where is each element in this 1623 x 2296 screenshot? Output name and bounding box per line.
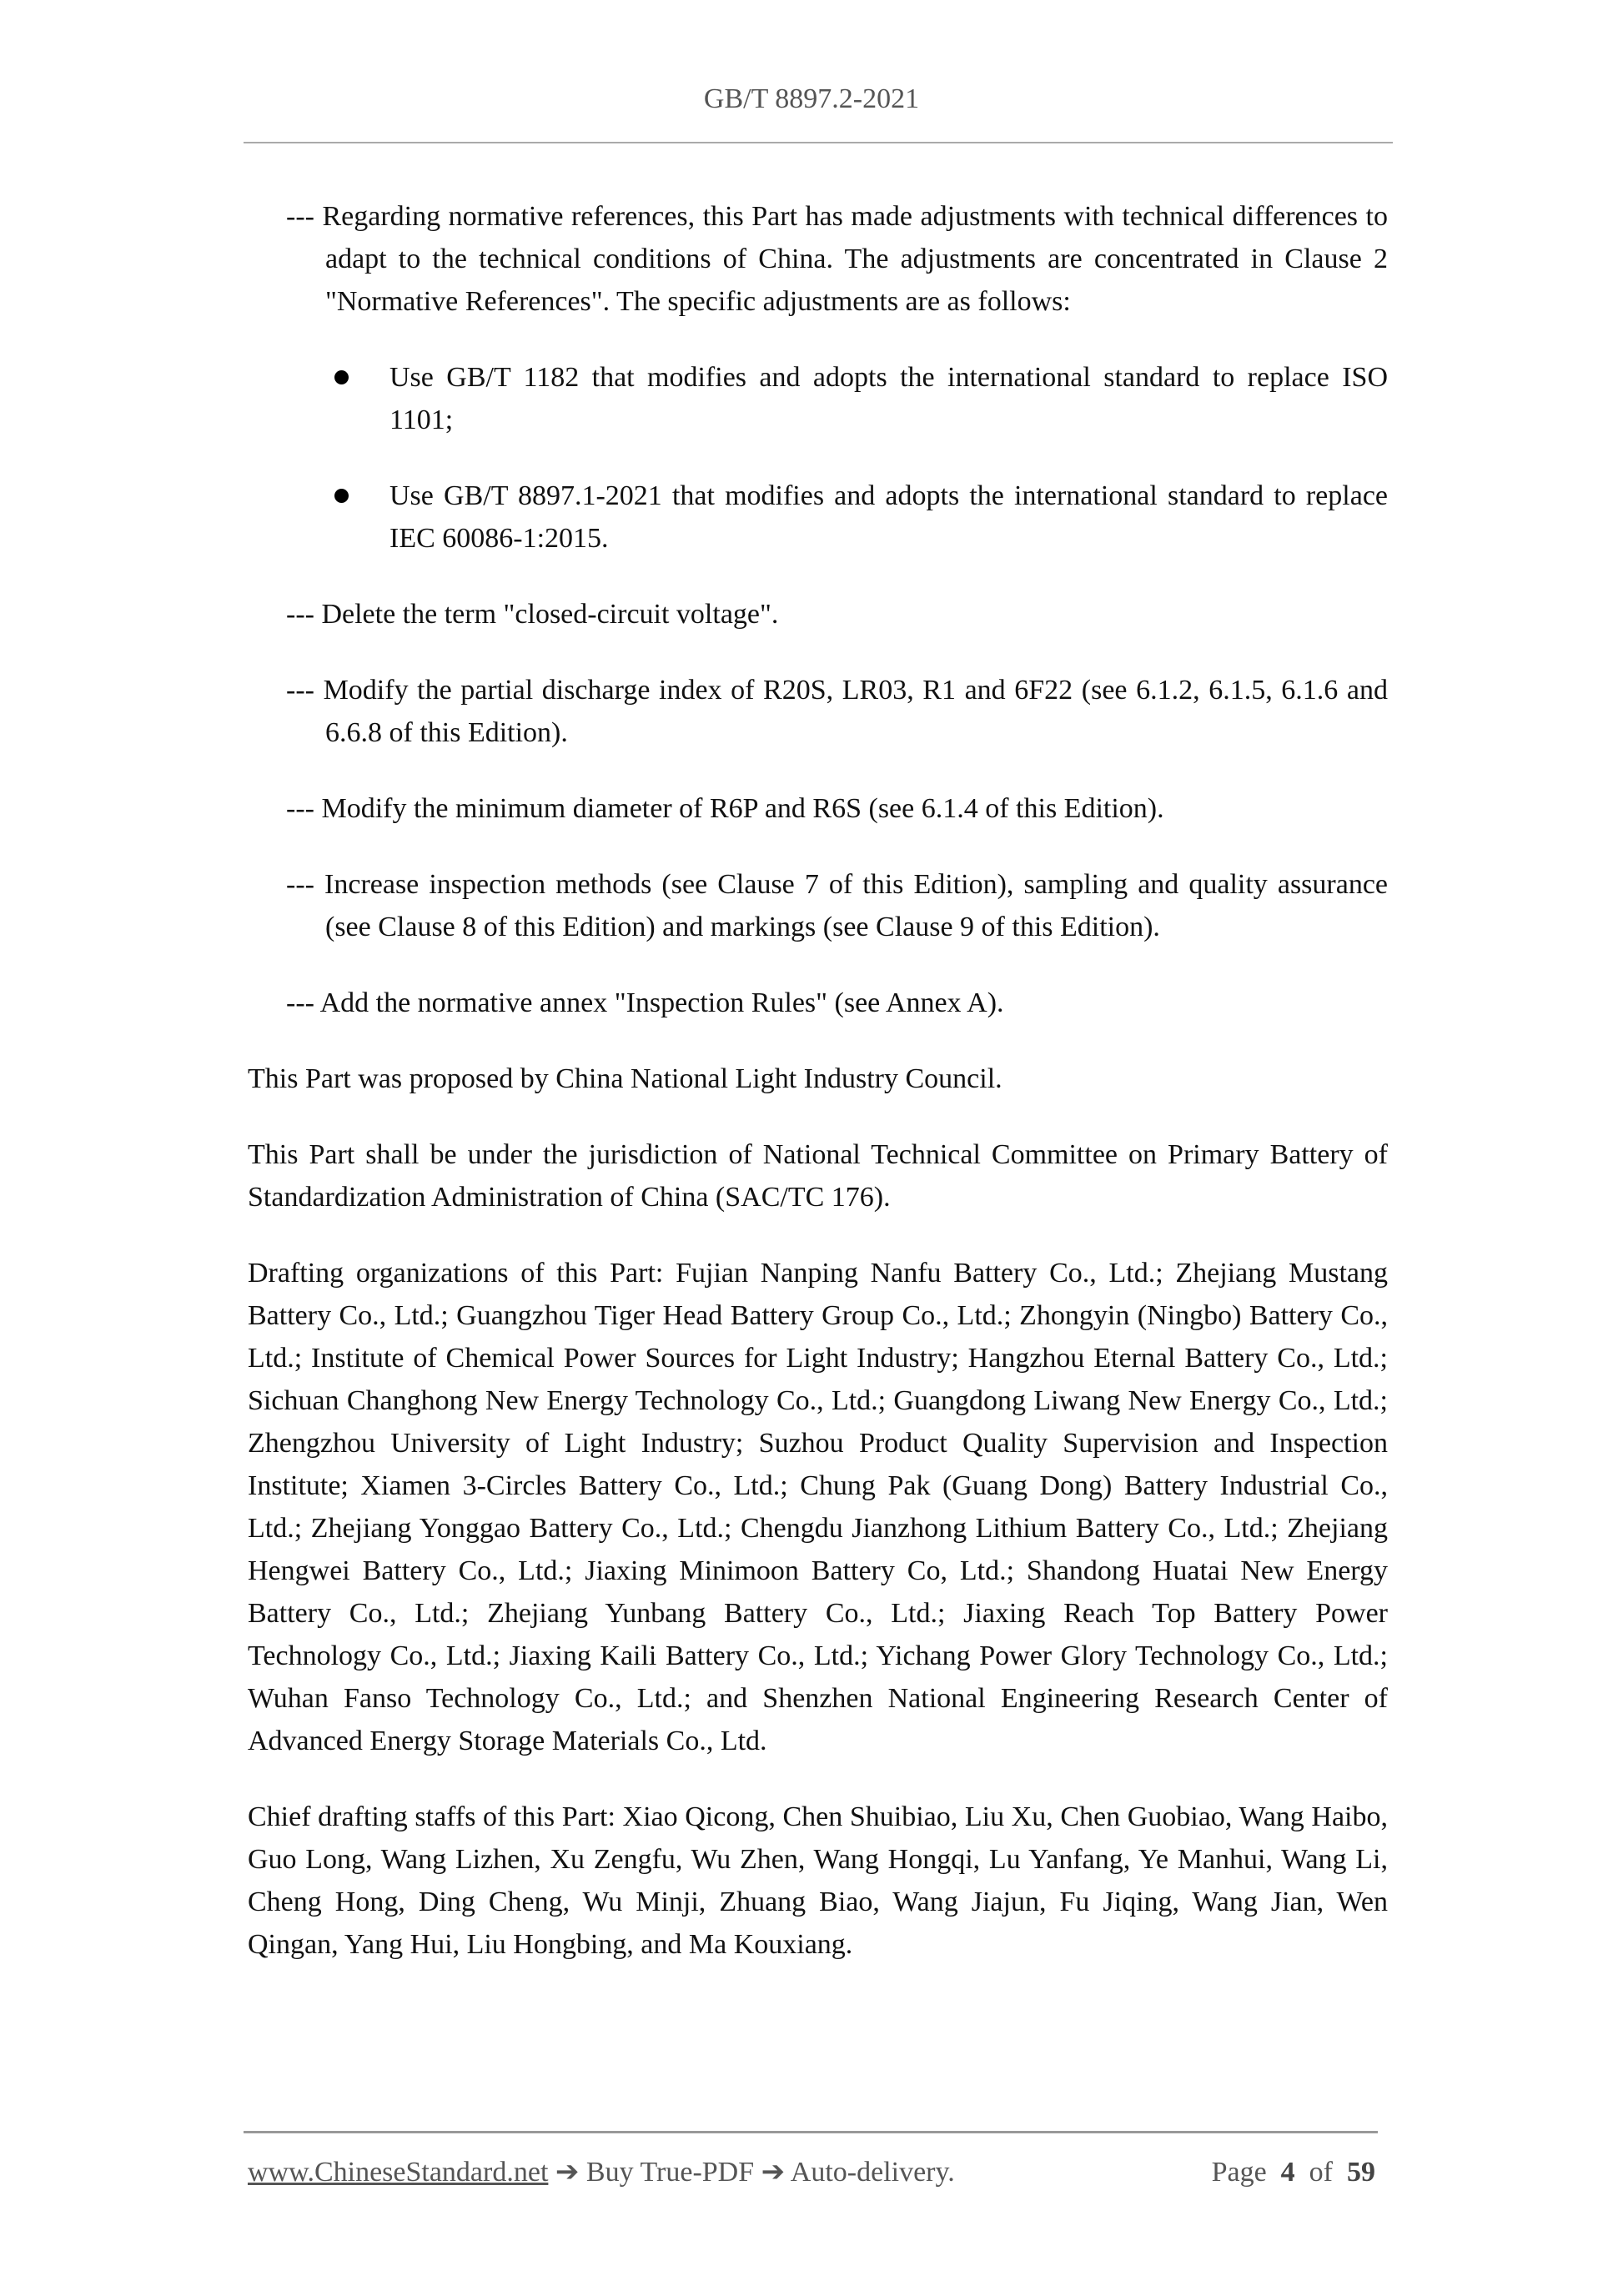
website-link[interactable]: www.ChineseStandard.net [248, 2157, 549, 2188]
page-label: Page [1211, 2157, 1267, 2188]
paragraph-jurisdiction: This Part shall be under the jurisdiction of National Technical Committee on Primary Battery of Standardization Administration of China (SAC/TC 176). [248, 1139, 1388, 1213]
document-body [248, 195, 1388, 1999]
header-title: GB/T 8897.2-2021 [703, 83, 920, 114]
list-item: --- Modify the minimum diameter of R6P and R6S (see 6.1.4 of this Edition). [286, 793, 1164, 824]
footer-divider [244, 2131, 1378, 2133]
header-divider [244, 142, 1393, 143]
bullet-item [389, 356, 1388, 441]
list-item: --- Modify the partial discharge index of R20S, LR03, R1 and 6F22 (see 6.1.2, 6.1.5, 6.1.6 and 6.6.8 of this Edition). [286, 675, 1388, 748]
list-item-normative-references: --- Regarding normative references, this Part has made adjustments with technical differences to adapt to the technical conditions of China. The adjustments are concentrated in Clause 2 "Normative References". The specific adjustments are as follows: [286, 201, 1388, 317]
buy-pdf-text: Buy True-PDF [585, 2157, 755, 2188]
arrow-icon: ➔ [754, 2157, 791, 2188]
footer [248, 2153, 1375, 2192]
paragraph-chief-drafting-staffs: Chief drafting staffs of this Part: Xiao Qicong, Chen Shuibiao, Liu Xu, Chen Guobiao, Wang Haibo, Guo Long, Wang Lizhen, Xu Zengfu, Wu Zhen, Wang Hongqi, Lu Yanfang, Ye Manhui, Wang Li, Cheng Hong, Ding Cheng, Wu Minji, Zhuang Biao, Wang Jiajun, Fu Jiqing, Wang Jian, Wen Qingan, Yang Hui, Liu Hongbing, and Ma Kouxiang. [248, 1801, 1388, 1960]
bullet-item [389, 475, 1388, 560]
bullet-text: Use GB/T 8897.1-2021 that modifies and adopts the international standard to replace IEC 60086-1:2015. [389, 480, 1388, 554]
page-total: 59 [1347, 2157, 1375, 2188]
auto-delivery-text: Auto-delivery. [790, 2157, 955, 2188]
paragraph-proposed-by: This Part was proposed by China National Light Industry Council. [248, 1063, 1002, 1094]
bullet-icon [334, 489, 349, 503]
bullet-text: Use GB/T 1182 that modifies and adopts the international standard to replace ISO 1101; [389, 362, 1388, 435]
arrow-icon: ➔ [548, 2157, 586, 2188]
page-indicator [1212, 2153, 1375, 2192]
list-item: --- Increase inspection methods (see Clause 7 of this Edition), sampling and quality assurance (see Clause 8 of this Edition) and markings (see Clause 9 of this Edition). [286, 869, 1388, 942]
list-item: --- Add the normative annex "Inspection Rules" (see Annex A). [286, 987, 1004, 1018]
bullet-icon [334, 370, 349, 384]
page-number: 4 [1280, 2157, 1295, 2188]
list-item: --- Delete the term "closed-circuit voltage". [286, 599, 779, 630]
paragraph-drafting-organizations: Drafting organizations of this Part: Fujian Nanping Nanfu Battery Co., Ltd.; Zhejiang Mustang Battery Co., Ltd.; Guangzhou Tiger Head Battery Group Co., Ltd.; Zhongyin (Ningbo) Battery Co., Ltd.; Institute of Chemical Power Sources for Light Industry; Hangzhou Eternal Battery Co., Ltd.; Sichuan Changhong New Energy Technology Co., Ltd.; Guangdong Liwang New Energy Co., Ltd.; Zhengzhou University of Light Industry; Suzhou Product Quality Supervision and Inspection Institute; Xiamen 3-Circles Battery Co., Ltd.; Chung Pak (Guang Dong) Battery Industrial Co., Ltd.; Zhejiang Yonggao Battery Co., Ltd.; Chengdu Jianzhong Lithium Battery Co., Ltd.; Zhejiang Hengwei Battery Co., Ltd.; Jiaxing Minimoon Battery Co, Ltd.; Shandong Huatai New Energy Battery Co., Ltd.; Zhejiang Yunbang Battery Co., Ltd.; Jiaxing Reach Top Battery Power Technology Co., Ltd.; Jiaxing Kaili Battery Co., Ltd.; Yichang Power Glory Technology Co., Ltd.; Wuhan Fanso Technology Co., Ltd.; and Shenzhen National Engineering Research Center of Advanced Energy Storage Materials Co., Ltd. [248, 1258, 1388, 1756]
of-label: of [1309, 2157, 1333, 2188]
